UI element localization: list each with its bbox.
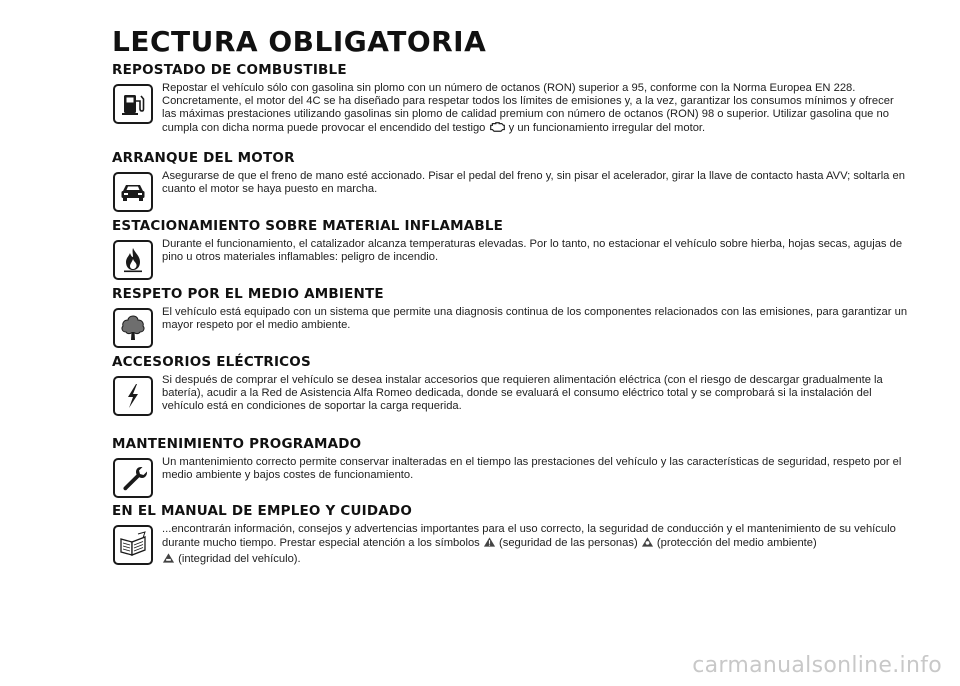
page-title: LECTURA OBLIGATORIA bbox=[112, 25, 487, 58]
section-heading: MANTENIMIENTO PROGRAMADO bbox=[112, 436, 362, 452]
tree-icon bbox=[113, 308, 153, 348]
fuel-pump-icon bbox=[113, 84, 153, 124]
vehicle-warning-icon bbox=[162, 552, 175, 568]
section-text: Asegurarse de que el freno de mano esté accionado. Pisar el pedal del freno y, sin pisar el acelerador, girar la llave de contacto hasta AVV; soltarla en cuanto el motor se haya puesto en marcha. bbox=[162, 170, 905, 195]
environment-warning-icon bbox=[641, 536, 654, 552]
section-text: ...encontrarán información, consejos y advertencias importantes para el uso correcto, la seguridad de conducción y el mantenimiento de su vehículo durante mucho tiempo. Prestar especial atención a los símbolos (seguridad de las personas) (protección del medio ambiente) (integridad del vehículo). bbox=[162, 523, 910, 568]
section-heading: REPOSTADO DE COMBUSTIBLE bbox=[112, 62, 347, 78]
section-heading: ARRANQUE DEL MOTOR bbox=[112, 150, 295, 166]
section-medio-ambiente bbox=[112, 286, 912, 352]
car-front-icon bbox=[113, 172, 153, 212]
section-heading: ACCESORIOS ELÉCTRICOS bbox=[112, 354, 311, 370]
section-heading: RESPETO POR EL MEDIO AMBIENTE bbox=[112, 286, 384, 302]
section-mantenimiento bbox=[112, 436, 912, 502]
section-text: Si después de comprar el vehículo se desea instalar accesorios que requieren alimentación eléctrica (con el riesgo de descargar gradualmente la batería), acudir a la Red de Asistencia Alfa Romeo dedicada, donde se evaluará el consumo eléctrico total y se comprobará si la instalación del vehículo está en condiciones de soportar la carga requerida. bbox=[162, 374, 883, 412]
warning-triangle-icon bbox=[483, 536, 496, 552]
section-text: Un mantenimiento correcto permite conservar inalteradas en el tiempo las prestaciones del vehículo y las características de seguridad, respeto por el medio ambiente y bajos costes de funcionamiento. bbox=[162, 456, 902, 481]
section-heading: ESTACIONAMIENTO SOBRE MATERIAL INFLAMABLE bbox=[112, 218, 504, 234]
section-estacionamiento bbox=[112, 218, 912, 284]
section-repostado bbox=[112, 62, 912, 154]
wrench-icon bbox=[113, 458, 153, 498]
flame-icon bbox=[113, 240, 153, 280]
watermark: carmanualsonline.info bbox=[692, 653, 942, 678]
section-accesorios bbox=[112, 354, 912, 432]
section-text: Durante el funcionamiento, el catalizador alcanza temperaturas elevadas. Por lo tanto, no estacionar el vehículo sobre hierba, hojas secas, agujas de pino u otros materiales inflamables: peligro de incendio. bbox=[162, 238, 903, 263]
open-book-icon bbox=[113, 525, 153, 565]
section-manual bbox=[112, 503, 912, 581]
lightning-icon bbox=[113, 376, 153, 416]
section-text: Repostar el vehículo sólo con gasolina sin plomo con un número de octanos (RON) superior a 95, conforme con la Norma Europea EN 228. Concretamente, el motor del 4C se ha diseñado para respetar todos los límites de emisiones y, a la vez, garantizar los consumos mínimos y ofrecer las máximas prestaciones utilizando gasolinas sin plomo de calidad premium con número de octanos (RON) 98 o superior. Utilizar gasolina que no cumpla con dicha norma puede provocar el encendido del testigo y un funcionamiento irregular del motor. bbox=[162, 82, 910, 137]
section-text: El vehículo está equipado con un sistema que permite una diagnosis continua de los componentes relacionados con las emisiones, para garantizar un mayor respeto por el medio ambiente. bbox=[162, 306, 908, 331]
engine-warning-icon bbox=[489, 121, 506, 137]
section-arranque bbox=[112, 150, 912, 216]
section-heading: EN EL MANUAL DE EMPLEO Y CUIDADO bbox=[112, 503, 413, 519]
